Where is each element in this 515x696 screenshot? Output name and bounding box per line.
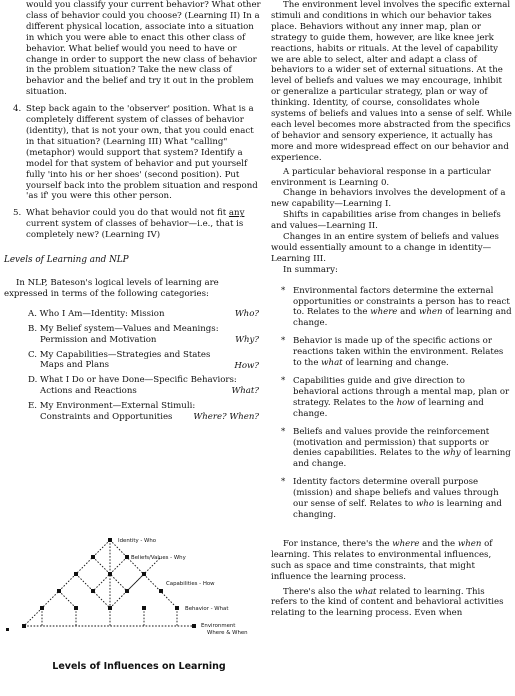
summary-text: Capabilities guide and give direction to behavioral actions through a mental map, plan or strategy. Relates to the — [293, 376, 510, 408]
summary-emphasis: who — [415, 499, 435, 510]
level-item — [28, 324, 263, 346]
summary-emphasis: where — [370, 307, 398, 318]
summary-emphasis: what — [321, 358, 343, 369]
closing-text: related to learning. This refers to the kind of content and behavioral activities relating to the learning process. Even when — [271, 586, 504, 619]
level-line: A. Who I Am—Identity: Mission — [28, 308, 165, 319]
paragraph: Changes in an entire system of beliefs and values would essentially amount to a change in identity—Learning III. — [271, 232, 499, 264]
diagram-labels — [118, 538, 248, 636]
diagram-node — [57, 589, 61, 593]
summary-item-behavior — [271, 336, 513, 369]
diagram-connector — [93, 557, 161, 591]
level-item — [28, 401, 263, 423]
exercise-step-4 — [4, 104, 263, 202]
diagram-node — [108, 572, 112, 576]
left-column — [4, 0, 263, 672]
asterisk-icon: * — [281, 376, 286, 386]
levels-of-influence-diagram — [4, 530, 263, 650]
diagram-node — [74, 606, 78, 610]
level-line: Permission and Motivation — [40, 334, 157, 345]
step-5-text-part: What behavior could you do that would not fit — [26, 208, 229, 219]
summary-item-beliefs — [271, 427, 513, 471]
level-line: Constraints and Opportunities — [40, 412, 173, 423]
diagram-node — [6, 628, 9, 631]
summary-text: Behavior is made up of the specific actions or reactions taken within the environment. Relates to the — [293, 336, 504, 369]
diagram-node — [40, 606, 44, 610]
closing-emphasis: when — [457, 538, 482, 549]
closing-paragraph — [271, 587, 513, 620]
levels-intro: In NLP, Bateson's logical levels of learning are expressed in terms of the following categories: — [4, 278, 219, 299]
step-5-number: 5. — [13, 208, 22, 219]
level-question: Why? — [235, 334, 259, 345]
paragraph: Shifts in capabilities arise from changes in beliefs and values—Learning II. — [271, 210, 501, 232]
summary-text: of learning and change. — [293, 448, 511, 470]
step-5-underlined-word: any — [228, 208, 245, 219]
summary-emphasis: why — [442, 448, 461, 459]
asterisk-icon: * — [281, 477, 286, 488]
summary-text: is learning and changing. — [293, 499, 502, 520]
level-line: D. What I Do or have Done—Specific Behaviors: — [28, 375, 237, 386]
level-line: E. My Environment—External Stimuli: — [28, 401, 196, 412]
diagram-label-behavior: Behavior - What — [185, 606, 229, 612]
level-question: Who? — [234, 308, 259, 319]
asterisk-icon: * — [281, 336, 286, 347]
level-item — [28, 350, 263, 372]
summary-text: of learning and change. — [293, 397, 484, 419]
summary-emphasis: when — [419, 307, 443, 318]
summary-emphasis: how — [396, 397, 415, 408]
diagram-node — [108, 606, 112, 610]
level-item — [28, 375, 263, 397]
summary-item-identity — [271, 477, 513, 521]
diagram-node — [22, 624, 26, 628]
summary-item-capabilities — [271, 376, 513, 420]
asterisk-icon: * — [281, 426, 286, 437]
diagram-node — [142, 572, 146, 576]
section-heading: Levels of Learning and NLP — [4, 255, 129, 266]
closing-paragraph — [271, 539, 513, 583]
diagram-connector — [59, 591, 76, 608]
diagram-title: Levels of Influences on Learning — [52, 661, 226, 672]
summary-text: of learning and change. — [342, 358, 449, 369]
diagram-node — [74, 572, 78, 576]
levels-list — [28, 309, 263, 423]
summary-text: and — [397, 307, 420, 318]
paragraph: A particular behavioral response in a particular environment is Learning 0. — [271, 166, 491, 188]
diagram-node — [192, 624, 196, 628]
diagram-label-capabilities: Capabilities - How — [166, 581, 215, 587]
closing-text: of learning. This relates to environmental influences, such as space and time constraints, that might influence the learning process. — [271, 538, 493, 582]
diagram-node — [125, 555, 129, 559]
diagram-label-where-when: Where & When — [207, 630, 248, 636]
step-4-number: 4. — [13, 104, 22, 115]
paragraph: The environment level involves the specific external stimuli and conditions in which our behavior takes place. Behaviors without any inner map, plan or strategy to guide them, however, are like knee jerk reactions, habits or rituals. At the level of capability we are able to select, alter and adapt a class of behaviors to a wider set of external situations. At the level of beliefs and values we may encourage, inhibit or generalize a particular strategy, plan or way of thinking. Identity, of course, consolidates whole systems of beliefs and values into a sense of self. While each level becomes more abstracted from the specifics of behavior and sensory experience, it actually has more and more widespread effect on our behavior and experience. — [271, 0, 512, 163]
asterisk-icon: * — [281, 285, 286, 296]
level-line: B. My Belief system—Values and Meanings: — [28, 323, 219, 334]
closing-text: There's also the — [283, 586, 356, 597]
diagram-node — [175, 606, 179, 610]
level-item — [28, 309, 263, 320]
summary-text: Beliefs and values provide the reinforcement (motivation and permission) that supports or denies capabilities. Relates to the — [293, 426, 490, 459]
level-line: C. My Capabilities—Strategies and States — [28, 349, 211, 360]
summary-text: Environmental factors determine the external opportunities or constraints a person has to react to. Relates to the — [293, 285, 510, 318]
paragraph: Change in behaviors involves the development of a new capability—Learning I. — [271, 188, 506, 210]
closing-emphasis: where — [392, 538, 420, 549]
level-question: How? — [234, 360, 259, 371]
diagram-label-identity: Identity - Who — [118, 538, 157, 544]
summary-text: Identity factors determine overall purpose (mission) and shape beliefs and values through our sense of self. Relates to — [293, 477, 499, 510]
diagram-node — [108, 538, 112, 542]
level-line: Actions and Reactions — [40, 386, 137, 397]
closing-emphasis: what — [355, 586, 377, 597]
level-question: What? — [231, 386, 259, 397]
paragraph: In summary: — [283, 264, 338, 275]
summary-text: of learning and change. — [293, 307, 512, 329]
summary-list — [271, 286, 513, 521]
step-5-text-part: current system of classes of behavior—i.e., that is completely new? (Learning IV) — [26, 219, 244, 241]
closing-text: and the — [419, 538, 458, 549]
step-5-text — [26, 208, 263, 241]
summary-item-environment — [271, 286, 513, 330]
right-column — [271, 0, 513, 619]
diagram-node — [91, 555, 95, 559]
level-question: Where? When? — [193, 412, 259, 423]
diagram-node — [125, 589, 129, 593]
exercise-step-5 — [4, 208, 263, 241]
diagram-node — [142, 606, 146, 610]
diagram-node — [91, 589, 95, 593]
closing-text: For instance, there's the — [283, 538, 393, 549]
step-4-text: Step back again to the 'observer' position. What is a completely different system of classes of behavior (identity), that is not your own, that you could enact in that situation? (Learning III) What "calling" (metaphor) would support that system? Identify a model for that system of behavior and put yourself fully 'into his or her shoes' (second position). Put yourself back into the problem situation and respond 'as if' you were this other person. — [26, 104, 258, 202]
diagram-connector — [24, 540, 110, 626]
level-line: Maps and Plans — [40, 360, 110, 371]
continued-text: would you classify your current behavior? What other class of behavior could you choose? (Learning II) In a different physical location, associate into a situation in which you were able to enact this other class of behavior. What belief would you need to have or change in order to support the new class of behavior in the problem situation? Take the new class of behavior and the belief and try it out in the problem situation. — [26, 0, 261, 98]
diagram-node — [159, 589, 163, 593]
diagram-label-environment: Environment — [201, 623, 236, 629]
diagram-label-beliefs: Beliefs/Values - Why — [131, 555, 186, 561]
